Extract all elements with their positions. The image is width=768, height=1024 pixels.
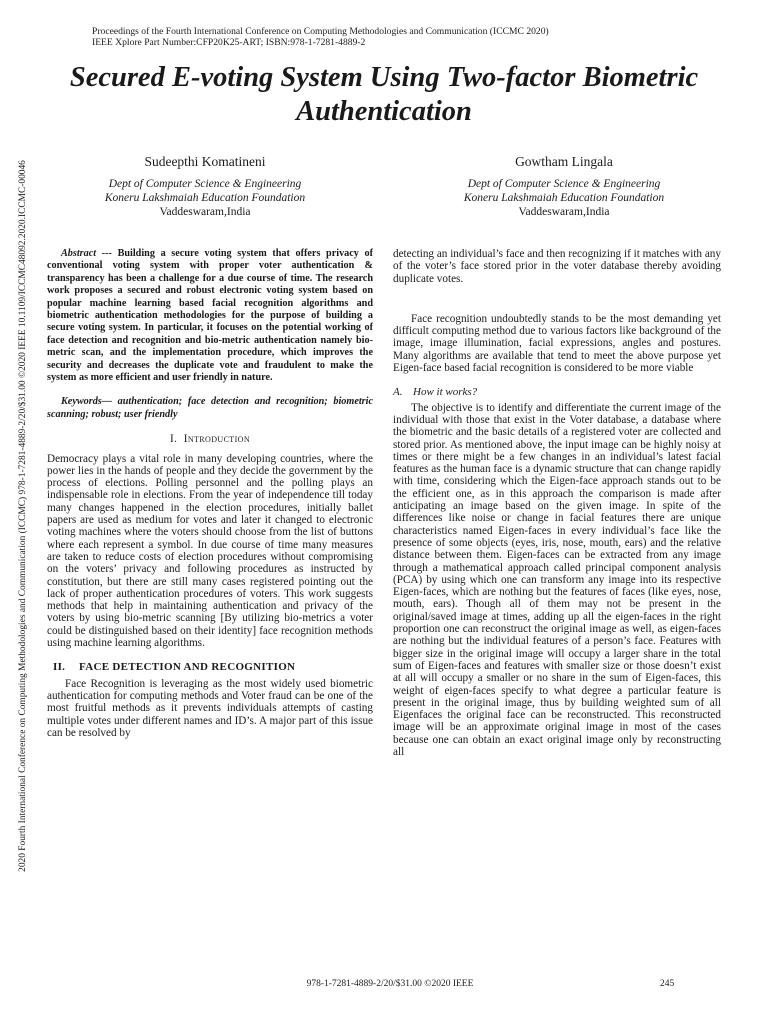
author-block (55, 153, 355, 219)
section-heading-introduction (47, 433, 373, 445)
section-heading-face-detection (47, 661, 373, 673)
author-location: Vaddeswaram,India (518, 206, 610, 218)
subsection-number: A. (393, 386, 403, 399)
author-name: Gowtham Lingala (515, 154, 613, 169)
face-recognition-challenges-paragraph: Face recognition undoubtedly stands to be the most demanding yet difficult computing method due to various factors like background of the image, image illumination, facial expressions, angles and postures. Many algorithms are available that tend to meet the above purpose yet Eigen-face based facial recognition is considered to be more viable (393, 312, 721, 375)
ieee-xplore-line: IEEE Xplore Part Number:CFP20K25-ART; ISBN:978-1-7281-4889-2 (92, 37, 366, 48)
face-recognition-paragraph: Face Recognition is leveraging as the most widely used biometric authentication for computing methods and Voter fraud can be one of the most fruitful methods as it prevents individuals attempts of casting multiple votes under different names and ID’s. A major part of this issue can be resolved by (47, 677, 373, 739)
right-column (393, 248, 721, 758)
section-number: I. (169, 433, 178, 446)
left-column (47, 248, 373, 739)
author-block (414, 153, 714, 219)
subsection-heading-how-it-works (393, 386, 721, 398)
how-it-works-paragraph: The objective is to identify and differentiate the current image of the individual with those that exist in the Voter database, a database where the biometric and the basic details of a registered voter are collected and stored prior. As mentioned above, the input image can be highly noisy at times or there might be a few changes in an individual’s latest facial features as the human face is a dynamic structure that can change rapidly with time, considering which the Eigen-face approach stands out to be the efficient one, as in this approach the comparison is made after anticipating an image based on the given image. In spite of the differences like noise or change in facial features there are unique characteristics named Eigen-faces in every individual’s face like the presence of some objects (eyes, iris, nose, mouth, ears) and the relative distance between them. Eigen-faces can be extracted from any image through a mathematical approach called principal component analysis (PCA) by using which one can transform any image into its respective Eigen-faces, which are nothing but the features of faces (like eyes, nose, mouth, ears). Though all of them may not be present in the original/saved image at times, adding up all the eigen-faces in the right proportion one can reconstruct the original image as well, as eigen-faces are nothing but the individual features of a person’s face. Features with bigger size in the original image will occupy a larger share in the total sum of Eigen-faces and features with smaller size or those doesn’t exist at all will occupy a smaller or no share in the sum of Eigen-faces, this weight of eigen-faces specify to what degree a particular feature is present in the original image, thus by building weighted sum of all Eigenfaces the original face can be reconstructed. This reconstructed image will be an approximate original image in most of the cases because one can obtain an exact original image only by reconstructing all (393, 401, 721, 758)
keywords: Keywords— authentication; face detection and recognition; biometric scanning; robust; user friendly (47, 396, 373, 420)
author-department: Dept of Computer Science & Engineering (467, 178, 661, 190)
paper-title: Secured E-voting System Using Two-factor Biometric Authentication (69, 62, 699, 127)
abstract-text: Building a secure voting system that offers privacy of conventional voting system with proper voter authentication & transparency has been a challenge for a due course of time. The research work proposes a secured and robust electronic voting system based on popular machine learning based facial recognition algorithms and biometric authentication methodologies for the purpose of building a secure voting system. In particular, it focuses on the potential working of face detection and recognition and bio-metric authentication namely bio-metric scan, and the implementation procedure, which improves the security and decreases the duplicate vote and fraudulent to make the system as more efficient and user friendly in nature. (47, 248, 373, 384)
author-organization: Koneru Lakshmaiah Education Foundation (463, 192, 665, 204)
author-location: Vaddeswaram,India (159, 206, 251, 218)
conference-proceedings-line: Proceedings of the Fourth International Conference on Computing Methodologies and Communication (ICCMC 2020) (92, 26, 549, 37)
face-recognition-paragraph-continued: detecting an individual’s face and then recognizing if it matches with any of the voter’s face stored prior in the voter database thereby avoiding duplicate votes. (393, 248, 721, 285)
doi-sidebar (6, 146, 40, 886)
page-number: 245 (660, 979, 675, 989)
introduction-paragraph: Democracy plays a vital role in many developing countries, where the power lies in the hands of people and they decide the government by the process of elections. Polling personnel and the polling plays an indispensable role in elections. From the year of independence till today many changes happened in the election procedures, initially ballet papers are used as medium for votes and later it changed to electronic voting machines where the voters should choose from the list of buttons where each represent a symbol. In due course of time many measures are taken to reduce costs of election procedures without compromising on the voters’ privacy and following procedures as instructed by constitution, but there are still many cases registered pointing out the lack of proper authentication procedures of voters. This work suggests methods that help in maintaining authentication and privacy of the voters by using bio-metric scanning [By utilizing bio-metrics a voter could be distinguished based on their identity] face recognition methods using machine learning algorithms. (47, 452, 373, 650)
doi-sidebar-text: 2020 Fourth International Conference on Computing Methodologies and Communication (ICCMC) 978-1-7281-4889-2/20/$31.00 ©2020 IEEE 10.1109/ICCMC48092.2020.ICCMC-00046 (18, 160, 28, 872)
author-department: Dept of Computer Science & Engineering (108, 178, 302, 190)
subsection-title: How it works? (413, 386, 478, 399)
author-organization: Koneru Lakshmaiah Education Foundation (104, 192, 306, 204)
conference-header (92, 26, 692, 48)
section-number: II. (53, 661, 66, 674)
section-title-initial: I (183, 433, 188, 446)
abstract-label: Abstract --- (61, 248, 112, 259)
section-title-rest: ntroduction (187, 433, 251, 446)
abstract (47, 248, 373, 384)
footer-copyright: 978-1-7281-4889-2/20/$31.00 ©2020 IEEE (306, 979, 474, 989)
section-title: FACE DETECTION AND RECOGNITION (79, 661, 296, 674)
author-name: Sudeepthi Komatineni (144, 154, 266, 169)
